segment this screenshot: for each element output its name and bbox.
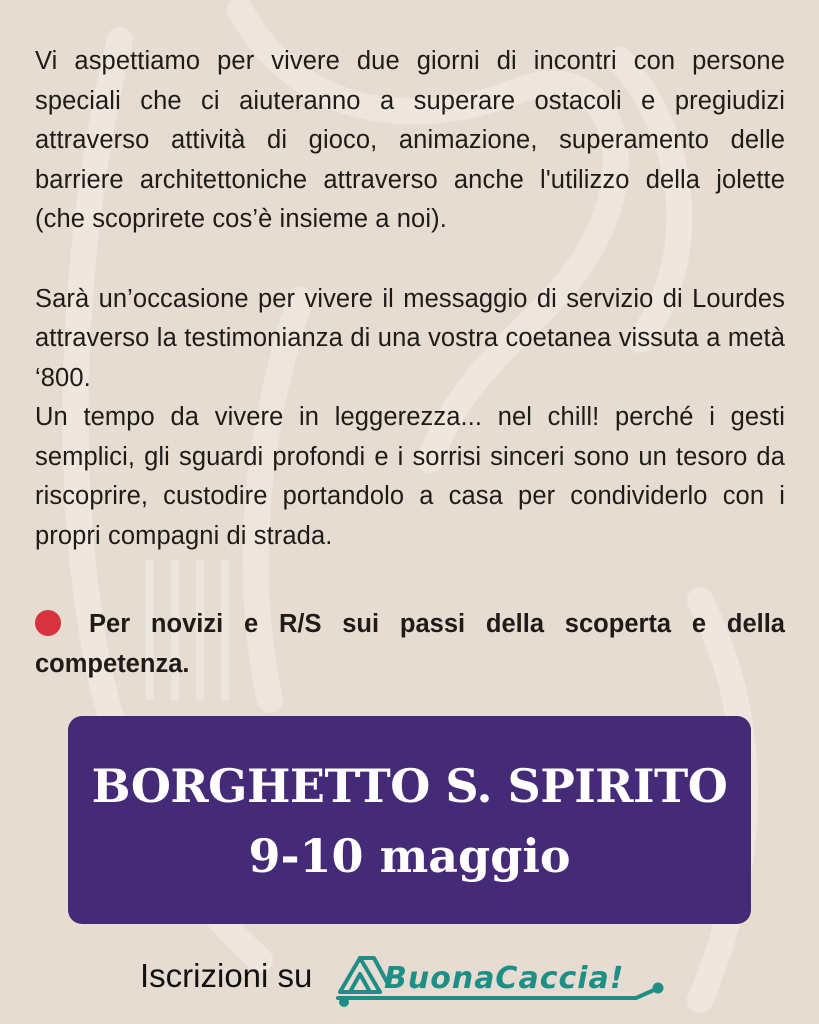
lourdes-paragraph: Sarà un’occasione per vivere il messaggio di servizio di Lourdes attraverso la testimonianza di una vostra coetanea vissuta a metà ‘800.: [35, 284, 785, 392]
intro-paragraph: Vi aspettiamo per vivere due giorni di incontri con persone speciali che ci aiuteranno a superare ostacoli e pregiudizi attraverso attività di gioco, animazione, superamento delle barriere architettoniche attraverso anche l'utilizzo della jolette (che scoprirete cos’è insieme a noi).: [35, 47, 785, 233]
audience-note: [35, 604, 785, 684]
paragraph-gap: [35, 240, 785, 280]
event-date: 9-10 maggio: [248, 829, 571, 883]
audience-text: Per novizi e R/S sui passi della scoperta e della competenza.: [35, 610, 785, 678]
chill-paragraph: Un tempo da vivere in leggerezza... nel chill! perché i gesti semplici, gli sguardi profondi e i sorrisi sinceri sono un tesoro da riscoprire, custodire portandolo a casa per condividerlo con i propri compagni di strada.: [35, 403, 785, 550]
red-dot-icon: [35, 610, 61, 636]
logo-wordmark: BuonaCaccia!: [384, 961, 625, 996]
buonacaccia-logo[interactable]: [336, 948, 676, 1008]
main-content: [35, 42, 785, 684]
event-banner: [68, 716, 751, 924]
event-location: BORGHETTO S. SPIRITO: [91, 759, 728, 813]
registration-label: Iscrizioni su: [140, 957, 313, 994]
registration-footer: [0, 944, 819, 1008]
